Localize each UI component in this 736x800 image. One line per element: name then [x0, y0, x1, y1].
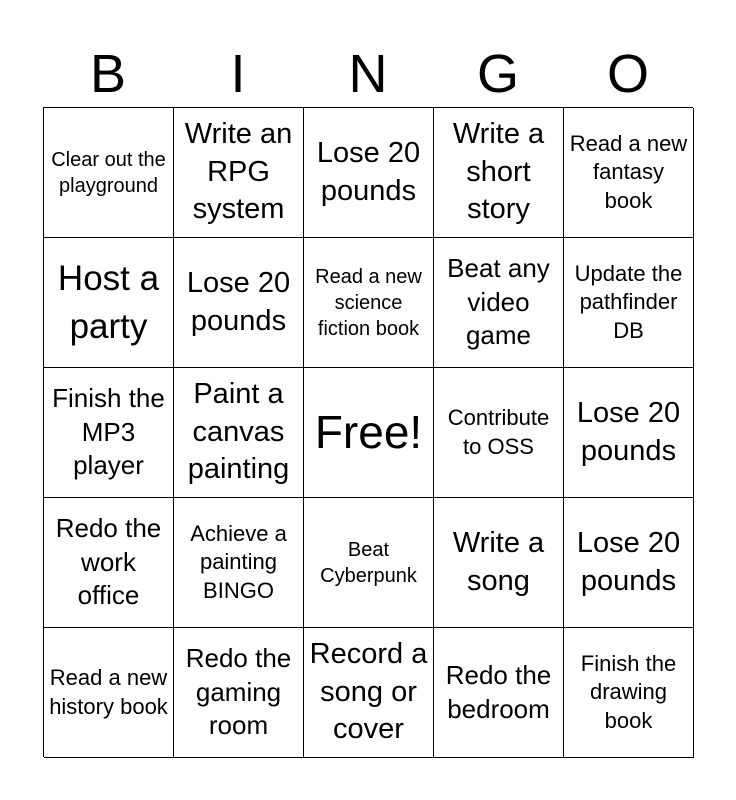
bingo-cell-b5[interactable]	[44, 628, 174, 758]
cell-label: Free!	[314, 406, 423, 459]
cell-label: Contribute to OSS	[447, 404, 550, 459]
bingo-cell-g5[interactable]	[434, 628, 564, 758]
header-letter-g: G	[476, 44, 519, 104]
cell-label: Paint a canvas painting	[187, 377, 290, 486]
cell-label: Read a new history book	[49, 664, 168, 719]
cell-label: Finish the MP3 player	[52, 382, 165, 481]
bingo-cell-free[interactable]	[304, 368, 434, 498]
cell-label: Update the pathfinder DB	[574, 260, 683, 343]
bingo-cell-n1[interactable]	[304, 108, 434, 238]
bingo-cell-g4[interactable]	[434, 498, 564, 628]
bingo-cell-i2[interactable]	[174, 238, 304, 368]
cell-label: Read a new science fiction book	[315, 265, 422, 340]
bingo-cell-i3[interactable]	[174, 368, 304, 498]
cell-label: Achieve a painting BINGO	[190, 520, 287, 603]
header-letter-b: B	[89, 44, 127, 104]
cell-label: Lose 20 pounds	[316, 136, 421, 207]
bingo-cell-i4[interactable]	[174, 498, 304, 628]
bingo-cell-i1[interactable]	[174, 108, 304, 238]
cell-label: Record a song or cover	[309, 637, 428, 746]
cell-label: Write an RPG system	[184, 117, 293, 226]
cell-label: Finish the drawing book	[580, 650, 677, 733]
cell-label: Read a new fantasy book	[569, 130, 688, 213]
bingo-cell-g2[interactable]	[434, 238, 564, 368]
bingo-cell-g1[interactable]	[434, 108, 564, 238]
cell-label: Lose 20 pounds	[186, 266, 291, 337]
bingo-cell-b3[interactable]	[44, 368, 174, 498]
bingo-cell-b1[interactable]	[44, 108, 174, 238]
cell-label: Redo the bedroom	[445, 659, 552, 724]
bingo-cell-n4[interactable]	[304, 498, 434, 628]
cell-label: Beat any video game	[447, 252, 550, 351]
bingo-cell-g3[interactable]	[434, 368, 564, 498]
cell-label: Beat Cyberpunk	[320, 538, 417, 587]
bingo-header	[43, 40, 693, 108]
bingo-cell-o3[interactable]	[564, 368, 694, 498]
bingo-cell-n5[interactable]	[304, 628, 434, 758]
bingo-cell-o1[interactable]	[564, 108, 694, 238]
header-letter-n: N	[348, 44, 388, 104]
cell-label: Redo the gaming room	[185, 642, 292, 741]
bingo-cell-n2[interactable]	[304, 238, 434, 368]
cell-label: Clear out the playground	[51, 148, 166, 197]
bingo-cell-b2[interactable]	[44, 238, 174, 368]
cell-label: Write a song	[452, 526, 545, 597]
header-letter-o: O	[606, 44, 649, 104]
cell-label: Redo the work office	[55, 512, 162, 611]
cell-label: Lose 20 pounds	[576, 396, 681, 467]
bingo-cell-o5[interactable]	[564, 628, 694, 758]
bingo-cell-b4[interactable]	[44, 498, 174, 628]
bingo-cell-o2[interactable]	[564, 238, 694, 368]
cell-label: Host a party	[57, 259, 160, 346]
cell-label: Write a short story	[452, 117, 545, 226]
header-letter-i: I	[230, 44, 246, 104]
cell-label: Lose 20 pounds	[576, 526, 681, 597]
bingo-cell-i5[interactable]	[174, 628, 304, 758]
bingo-board	[43, 107, 693, 757]
bingo-cell-o4[interactable]	[564, 498, 694, 628]
